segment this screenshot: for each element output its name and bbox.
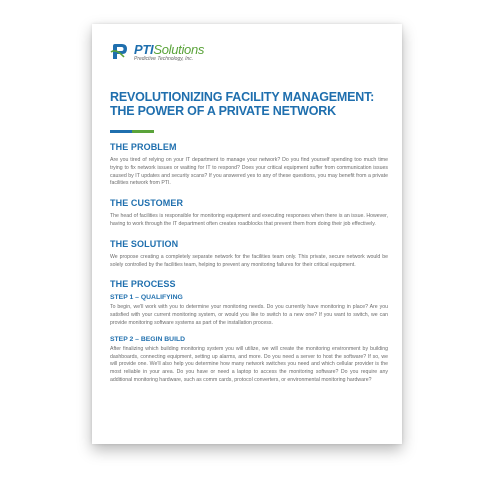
document-body xyxy=(110,142,388,395)
section-heading: THE CUSTOMER xyxy=(110,198,184,209)
section-solution xyxy=(110,239,388,270)
document-title xyxy=(110,90,390,118)
section-paragraph: We propose creating a completely separate network for the facilities team only. This private, secure network would be solely controlled by the facilities team, helping to prevent any monitoring failures for their critical equipment. xyxy=(110,253,388,268)
step-paragraph: After finalizing which building monitoring system you will utilize, we will create the monitoring environment by building dashboards, connecting equipment, setting up alarms, and more. Do you need a server to host the software? If so, we will provide one. We'll also help you determine how many network switches you need and which cellular provider is the most reliable in your area. Do you have or need a laptop to access the monitoring software? Do you require any additional monitoring hardware, such as comm cards, protocol converters, or environmental monitoring hardware? xyxy=(110,345,388,383)
logo-brand: PTISolutions xyxy=(134,41,205,57)
pti-logo-icon xyxy=(110,42,130,62)
section-customer xyxy=(110,198,388,229)
section-paragraph: The head of facilities is responsible for monitoring equipment and executing responses when there is an issue. However, having to work through the IT department often creates roadblocks that prevent them from doing their job effectively. xyxy=(110,213,388,227)
step-heading: STEP 1 – QUALIFYING xyxy=(110,294,183,302)
process-step-1 xyxy=(110,294,388,327)
section-problem xyxy=(110,142,388,188)
section-heading: THE PROCESS xyxy=(110,279,176,290)
document-page xyxy=(92,24,402,444)
section-process xyxy=(110,279,388,384)
underline-blue xyxy=(110,130,132,133)
section-paragraph: Are you tired of relying on your IT department to manage your network? Do you find yourself spending too much time trying to fix network issues or waiting for IT to respond? Does your critical equipment suffer from communication issues caused by IT updates and security scans? If you answered yes to any of these questions, you may benefit from a private facilities network from PTI. xyxy=(110,157,388,187)
logo-tagline: Predictive Technology, Inc. xyxy=(134,55,194,62)
underline-green xyxy=(132,130,154,133)
step-heading: STEP 2 – BEGIN BUILD xyxy=(110,335,186,343)
title-line-2: THE POWER OF A PRIVATE NETWORK xyxy=(110,104,336,118)
section-heading: THE SOLUTION xyxy=(110,238,179,249)
step-paragraph: To begin, we'll work with you to determine your monitoring needs. Do you currently have monitoring in place? Are you satisfied with your current monitoring system, or would you like to switch to a new one? If you want to switch, we can provide monitoring software systems as part of the installation process. xyxy=(110,304,388,326)
title-underline xyxy=(110,130,154,133)
section-heading: THE PROBLEM xyxy=(110,142,177,152)
process-step-2 xyxy=(110,336,388,385)
title-line-1: REVOLUTIONIZING FACILITY MANAGEMENT: xyxy=(110,90,375,104)
company-logo xyxy=(110,42,204,62)
